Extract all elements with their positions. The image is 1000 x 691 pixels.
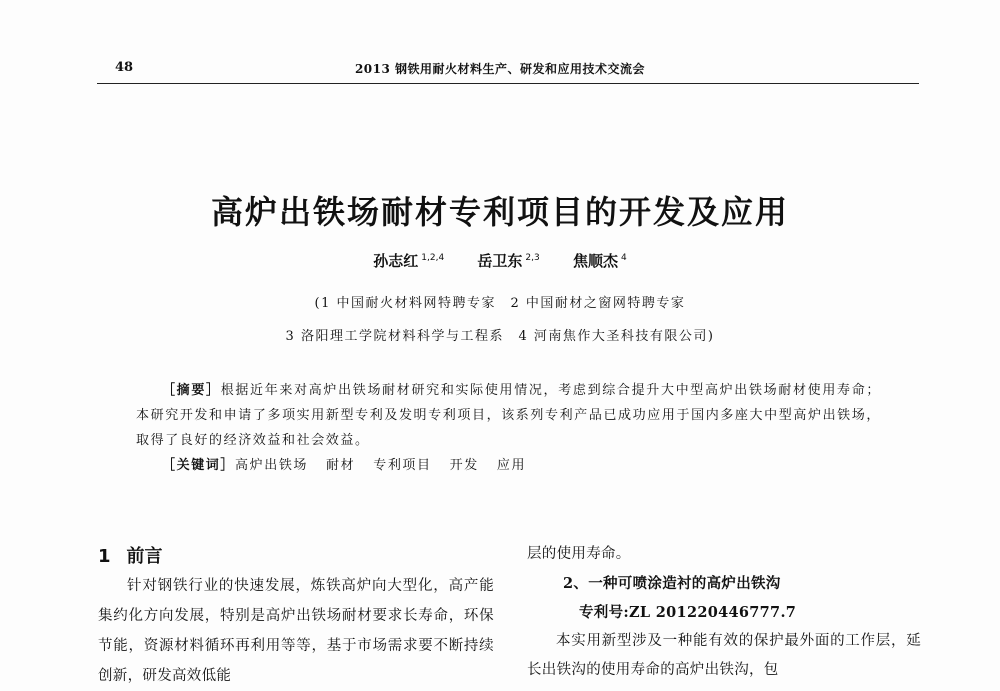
author-affiliation-marker: 4 <box>621 253 627 263</box>
section-title: 前言 <box>126 546 163 567</box>
right-column <box>527 540 921 685</box>
continuation-text: 层的使用寿命。 <box>527 546 631 562</box>
affiliation-line-1: (1 中国耐火材料网特聘专家 2 中国耐材之窗网特聘专家 <box>314 296 686 311</box>
body-paragraph: 本实用新型涉及一种能有效的保护最外面的工作层，延长出铁沟的使用寿命的高炉出铁沟，包 <box>527 633 921 678</box>
keyword: 耐材 <box>326 458 356 473</box>
abstract <box>136 378 881 453</box>
body-paragraph: 针对钢铁行业的快速发展，炼铁高炉向大型化，高产能集约化方向发展，特别是高炉出铁场耐材要求长寿命，环保节能，资源材料循环再利用等等，基于市场需求要不断持续创新，研发高效低能 <box>98 578 494 684</box>
section-number: 1 <box>98 546 111 567</box>
running-header: 2013 钢铁用耐火材料生产、研发和应用技术交流会 <box>354 62 646 76</box>
author <box>373 252 444 270</box>
author-affiliation-marker: 1,2,4 <box>421 253 445 263</box>
author-name: 孙志红 <box>373 252 419 270</box>
author-affiliation-marker: 2,3 <box>525 253 540 263</box>
keywords <box>162 453 544 478</box>
keyword: 应用 <box>496 458 527 473</box>
page-number: 48 <box>115 60 134 75</box>
header-rule <box>97 83 919 84</box>
affiliation-line-2: 3 洛阳理工学院材料科学与工程系 4 河南焦作大圣科技有限公司) <box>285 329 715 344</box>
author <box>477 252 539 270</box>
keyword: 开发 <box>449 458 479 473</box>
subsection-heading: 2、一种可喷涂造衬的高炉出铁沟 <box>563 575 781 592</box>
paper-title: 高炉出铁场耐材专利项目的开发及应用 <box>210 193 789 231</box>
section-heading <box>98 542 163 568</box>
author-list <box>0 250 1000 271</box>
author-name: 岳卫东 <box>477 252 523 270</box>
keyword: 专利项目 <box>373 458 432 473</box>
author <box>573 252 627 270</box>
abstract-label: ［摘要］ <box>162 383 221 398</box>
keywords-label: ［关键词］ <box>162 458 236 473</box>
left-column <box>98 571 494 691</box>
abstract-text: 根据近年来对高炉出铁场耐材研究和实际使用情况，考虑到综合提升大中型高炉出铁场耐材使用寿命；本研究开发和申请了多项实用新型专利及发明专利项目，该系列专利产品已成功应用于国内多座大中型高炉出铁场，取得了良好的经济效益和社会效益。 <box>136 383 881 448</box>
author-name: 焦顺杰 <box>572 252 618 270</box>
patent-number: 专利号:ZL 201220446777.7 <box>579 604 797 621</box>
keyword: 高炉出铁场 <box>235 458 309 473</box>
